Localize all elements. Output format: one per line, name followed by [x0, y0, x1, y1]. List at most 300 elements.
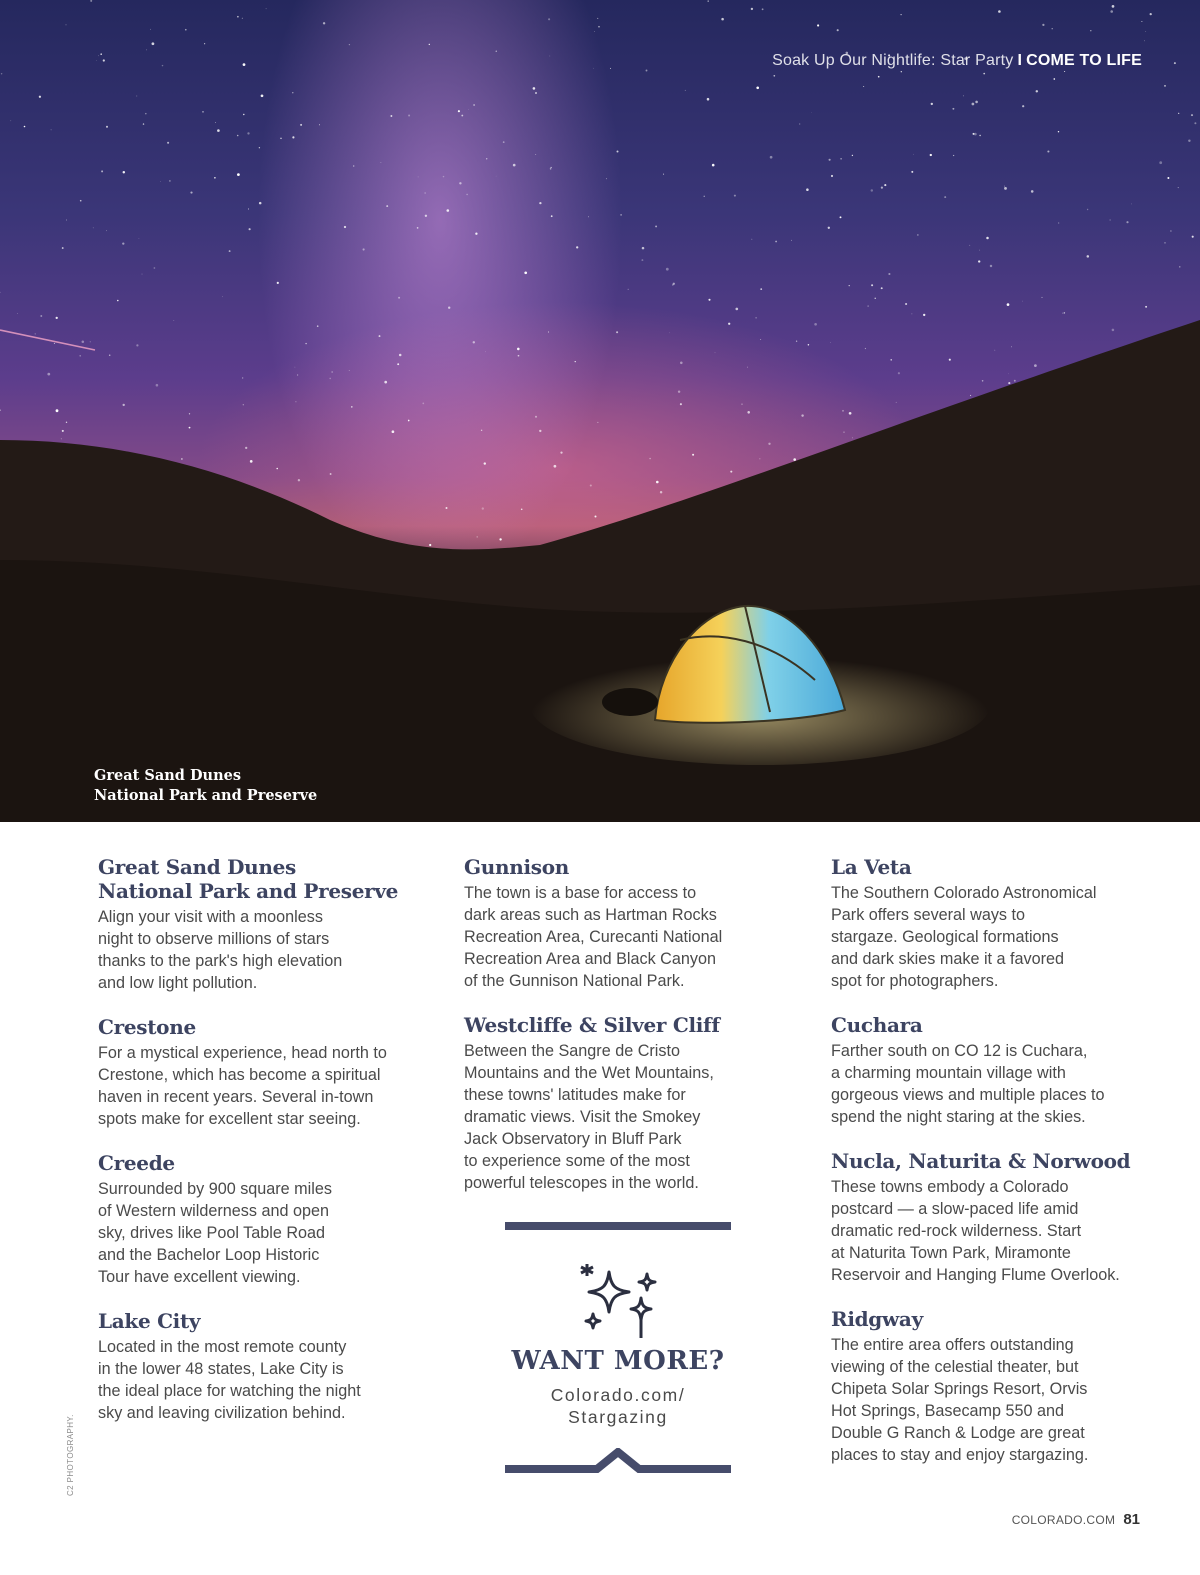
star — [521, 509, 523, 511]
destination-section — [831, 1013, 1151, 1128]
star — [770, 156, 773, 159]
star — [295, 401, 296, 402]
star — [791, 240, 792, 241]
destination-body-line: postcard — a slow-paced life amid — [831, 1200, 1079, 1218]
star — [539, 202, 541, 204]
star — [575, 361, 576, 362]
star — [801, 414, 803, 416]
star — [550, 168, 552, 170]
star — [1008, 382, 1010, 384]
star — [796, 341, 797, 342]
star — [1058, 131, 1059, 132]
destination-body-line: Recreation Area, Curecanti National — [464, 928, 723, 946]
destination-body-line: a charming mountain village with — [831, 1064, 1066, 1082]
star — [751, 239, 752, 240]
star — [1047, 150, 1049, 152]
star — [292, 136, 294, 138]
destination-body — [831, 1334, 1151, 1466]
destination-body-line: For a mystical experience, head north to — [98, 1044, 387, 1062]
star — [673, 283, 675, 285]
star — [1090, 30, 1091, 31]
star — [852, 438, 853, 439]
star — [1064, 71, 1065, 72]
star — [884, 184, 886, 186]
destination-body-line: Hot Springs, Basecamp 550 and — [831, 1402, 1065, 1420]
star — [979, 250, 980, 251]
star — [1188, 139, 1190, 141]
star — [461, 115, 463, 117]
destination-body-line: Chipeta Solar Springs Resort, Orvis — [831, 1380, 1088, 1398]
star — [597, 18, 598, 19]
star — [106, 230, 107, 231]
star — [773, 75, 775, 77]
destination-title-line: La Veta — [831, 855, 912, 879]
star — [1004, 186, 1005, 187]
star — [51, 129, 52, 130]
star — [970, 395, 971, 396]
star — [881, 287, 883, 289]
destination-body-line: and the Bachelor Loop Historic — [98, 1246, 320, 1264]
star — [295, 367, 296, 368]
star — [905, 303, 907, 305]
star — [963, 96, 964, 97]
star — [475, 233, 477, 235]
star — [865, 348, 866, 349]
star — [669, 332, 670, 333]
star — [1159, 161, 1162, 164]
destination-title-line: Cuchara — [831, 1013, 923, 1037]
star — [245, 447, 247, 449]
star — [707, 0, 708, 1]
star — [384, 381, 387, 384]
star — [250, 460, 253, 463]
star — [277, 282, 279, 284]
star — [56, 317, 58, 319]
star — [730, 471, 732, 473]
footer-site[interactable]: COLORADO.COM — [1011, 1513, 1116, 1527]
star — [707, 98, 710, 101]
star — [54, 343, 55, 344]
star — [496, 51, 497, 52]
star — [1022, 301, 1023, 302]
star — [775, 241, 777, 243]
star — [912, 314, 913, 315]
star — [871, 189, 873, 191]
star — [242, 18, 243, 19]
star — [90, 341, 91, 342]
destination-body-line: Double G Ranch & Lodge are great — [831, 1424, 1085, 1442]
star — [486, 158, 487, 159]
star — [305, 343, 306, 344]
star — [167, 142, 169, 144]
star — [1174, 62, 1176, 64]
star — [189, 427, 191, 429]
star — [381, 162, 382, 163]
star — [554, 465, 557, 468]
destination-body — [98, 1042, 418, 1130]
star — [983, 73, 985, 75]
column-left — [98, 855, 418, 1445]
star — [1062, 313, 1063, 314]
star — [708, 299, 710, 301]
destination-body — [464, 1040, 784, 1194]
star — [446, 209, 449, 212]
star — [660, 491, 662, 493]
star — [913, 154, 914, 155]
star — [549, 56, 550, 57]
star — [1112, 5, 1115, 8]
star — [680, 362, 683, 365]
destination-title — [831, 1149, 1151, 1173]
star — [408, 115, 410, 117]
star — [517, 348, 520, 351]
section-kicker — [772, 52, 1142, 70]
star — [649, 458, 651, 460]
star — [840, 216, 842, 218]
star — [831, 175, 833, 177]
star — [692, 454, 694, 456]
star — [150, 29, 151, 30]
star — [742, 404, 743, 405]
star — [806, 188, 809, 191]
star — [181, 458, 182, 459]
star — [243, 114, 244, 115]
star — [1052, 28, 1053, 29]
star — [392, 430, 395, 433]
destination-body-line: The entire area offers outstanding — [831, 1336, 1074, 1354]
star — [973, 133, 975, 135]
star — [66, 422, 67, 423]
star — [485, 351, 486, 352]
star — [1022, 105, 1024, 107]
star — [979, 135, 980, 136]
star — [300, 124, 302, 126]
star — [830, 342, 831, 343]
star — [1194, 122, 1196, 124]
destination-body-line: Mountains and the Wet Mountains, — [464, 1064, 714, 1082]
star — [10, 120, 11, 121]
star — [448, 307, 450, 309]
destination-body-line: Farther south on CO 12 is Cuchara, — [831, 1042, 1088, 1060]
destination-body-line: and dark skies make it a favored — [831, 950, 1065, 968]
star — [468, 109, 469, 110]
star — [98, 55, 99, 56]
star — [101, 170, 103, 172]
star — [123, 404, 125, 406]
star — [751, 8, 753, 10]
star — [975, 101, 978, 104]
star — [595, 516, 597, 518]
promo-top-bar — [505, 1222, 731, 1230]
star — [868, 306, 869, 307]
star — [484, 462, 486, 464]
star — [1167, 177, 1169, 179]
star — [735, 308, 738, 311]
star — [1014, 380, 1016, 382]
destination-title — [98, 1151, 418, 1175]
star — [418, 177, 419, 178]
star — [901, 71, 902, 72]
destination-body — [464, 882, 784, 992]
star — [513, 164, 516, 167]
star — [1004, 187, 1007, 190]
destination-section — [464, 855, 784, 992]
star — [329, 378, 331, 380]
star — [1031, 190, 1034, 193]
star — [843, 431, 844, 432]
promo-url-line: Stargazing — [568, 1407, 668, 1427]
destination-title — [464, 1013, 784, 1037]
destination-body-line: The town is a base for access to — [464, 884, 697, 902]
destination-body-line: to experience some of the most — [464, 1152, 690, 1170]
destination-title-line: Crestone — [98, 1015, 196, 1039]
destination-section — [98, 1309, 418, 1424]
column-middle — [464, 855, 784, 1215]
star — [900, 14, 901, 15]
destination-title — [831, 1013, 1151, 1037]
destination-body-line: of the Gunnison National Park. — [464, 972, 685, 990]
star — [1042, 24, 1044, 26]
star — [953, 155, 954, 156]
star — [139, 238, 140, 239]
destination-section — [831, 1149, 1151, 1286]
star — [142, 274, 143, 275]
star — [473, 104, 475, 106]
star — [1164, 85, 1166, 87]
star — [616, 331, 618, 333]
star — [386, 205, 388, 207]
destination-body-line: haven in recent years. Several in-town — [98, 1088, 374, 1106]
star — [24, 126, 26, 128]
star — [379, 335, 381, 337]
star — [117, 300, 119, 302]
star — [986, 237, 989, 240]
star — [898, 372, 900, 374]
star — [90, 0, 92, 2]
destination-body-line: and low light pollution. — [98, 974, 258, 992]
star — [96, 60, 97, 61]
destination-body-line: stargaze. Geological formations — [831, 928, 1059, 946]
star — [606, 178, 607, 179]
destination-body-line: Recreation Area and Black Canyon — [464, 950, 716, 968]
destination-section — [831, 1307, 1151, 1466]
star — [123, 171, 125, 173]
star — [1141, 21, 1142, 22]
star — [146, 50, 147, 51]
star — [590, 484, 592, 486]
destination-body-line: The Southern Colorado Astronomical — [831, 884, 1097, 902]
star — [518, 355, 520, 357]
star — [1007, 303, 1010, 306]
destination-body-line: spend the night staring at the skies. — [831, 1108, 1086, 1126]
star — [852, 155, 853, 156]
star — [875, 298, 876, 299]
star — [136, 95, 137, 96]
star — [535, 92, 537, 94]
star — [646, 70, 648, 72]
star — [1150, 13, 1152, 15]
star — [1058, 222, 1059, 223]
star — [503, 141, 505, 143]
star — [425, 192, 426, 193]
star — [768, 443, 770, 445]
destination-body-line: places to stay and enjoy stargazing. — [831, 1446, 1089, 1464]
star — [808, 344, 810, 346]
star — [39, 96, 41, 98]
promo-url-line: Colorado.com/ — [550, 1385, 686, 1405]
star — [663, 174, 664, 175]
destination-body-line: Located in the most remote county — [98, 1338, 347, 1356]
star — [715, 352, 716, 353]
star — [330, 473, 332, 475]
page-footer — [1012, 1511, 1140, 1529]
star — [762, 8, 764, 10]
star — [162, 65, 163, 66]
destination-body-line: Align your visit with a moonless — [98, 908, 323, 926]
destination-body-line: Between the Sangre de Cristo — [464, 1042, 680, 1060]
star — [229, 250, 231, 252]
gear-pile — [602, 688, 658, 716]
star — [499, 538, 501, 540]
star — [248, 209, 249, 210]
star — [1144, 40, 1145, 41]
star — [459, 182, 461, 184]
star — [1126, 221, 1128, 223]
star — [100, 53, 102, 55]
star — [259, 202, 262, 205]
destination-title-line: Creede — [98, 1151, 175, 1175]
star — [597, 422, 598, 423]
star — [417, 227, 419, 229]
star — [353, 165, 354, 166]
destination-title-line: Nucla, Naturita & Norwood — [831, 1149, 1131, 1173]
star — [242, 377, 243, 378]
sparkle-stars-icon — [577, 1262, 661, 1342]
star — [103, 59, 105, 61]
promo-url[interactable] — [505, 1384, 731, 1428]
star — [656, 481, 659, 484]
star — [655, 225, 657, 227]
star — [323, 22, 325, 24]
star — [215, 122, 216, 123]
star — [593, 68, 594, 69]
star — [1192, 236, 1194, 238]
star — [1131, 204, 1132, 205]
star — [1064, 312, 1065, 313]
photo-caption — [94, 766, 317, 806]
destination-section — [464, 1013, 784, 1194]
star — [1178, 113, 1179, 114]
star — [551, 215, 553, 217]
destination-title-line: Ridgway — [831, 1307, 923, 1331]
destination-body-line: viewing of the celestial theater, but — [831, 1358, 1079, 1376]
star — [548, 18, 550, 20]
star — [496, 176, 497, 177]
star — [760, 339, 761, 340]
star — [881, 187, 883, 189]
star — [61, 438, 62, 439]
star — [93, 227, 94, 228]
star — [721, 18, 724, 21]
star — [1011, 346, 1012, 347]
destination-body-line: dark areas such as Hartman Rocks — [464, 906, 717, 924]
star — [351, 406, 353, 408]
star — [849, 412, 852, 415]
star — [576, 246, 578, 248]
star — [917, 234, 918, 235]
star — [136, 344, 138, 346]
destination-title — [98, 1309, 418, 1333]
star — [1191, 114, 1193, 116]
destination-body-line: Tour have excellent viewing. — [98, 1268, 301, 1286]
star — [145, 113, 147, 115]
destination-title — [831, 855, 1151, 879]
mountain-peak-bar — [505, 1448, 731, 1478]
kicker-section: COME TO LIFE — [1026, 52, 1142, 69]
star — [408, 420, 410, 422]
star — [317, 325, 319, 327]
destination-body-line: of Western wilderness and open — [98, 1202, 329, 1220]
star — [1087, 255, 1090, 258]
star — [760, 288, 762, 290]
star — [620, 214, 622, 216]
star — [261, 94, 264, 97]
star — [473, 341, 475, 343]
destination-title — [98, 1015, 418, 1039]
star — [40, 315, 42, 317]
destination-body-line: the ideal place for watching the night — [98, 1382, 361, 1400]
star — [429, 44, 430, 45]
promo-headline: WANT MORE? — [511, 1346, 725, 1376]
star — [849, 285, 850, 286]
star — [1110, 219, 1111, 220]
star — [363, 248, 365, 250]
star — [349, 370, 350, 371]
star — [169, 180, 171, 182]
destination-body-line: spot for photographers. — [831, 972, 999, 990]
star — [243, 63, 246, 66]
star — [728, 323, 730, 325]
star — [1036, 90, 1038, 92]
star — [1, 73, 2, 74]
star — [62, 430, 64, 432]
star — [998, 10, 1001, 13]
star — [319, 124, 320, 125]
star — [896, 402, 897, 403]
destination-body-line: Crestone, which has become a spiritual — [98, 1066, 381, 1084]
star — [1145, 306, 1147, 308]
star — [755, 317, 757, 319]
star — [477, 536, 478, 537]
star — [628, 289, 629, 290]
star — [990, 265, 992, 267]
star — [588, 216, 589, 217]
star — [152, 42, 155, 45]
destination-title-line: National Park and Preserve — [98, 879, 399, 903]
star — [160, 181, 161, 182]
page-number: 81 — [1123, 1511, 1140, 1528]
star — [811, 112, 812, 113]
star — [122, 242, 124, 244]
destination-title-line: Gunnison — [464, 855, 570, 879]
star — [551, 167, 552, 168]
star — [972, 103, 975, 106]
star — [397, 363, 399, 365]
star — [425, 215, 427, 217]
star — [678, 390, 680, 392]
star — [829, 159, 831, 161]
star — [1145, 31, 1146, 32]
